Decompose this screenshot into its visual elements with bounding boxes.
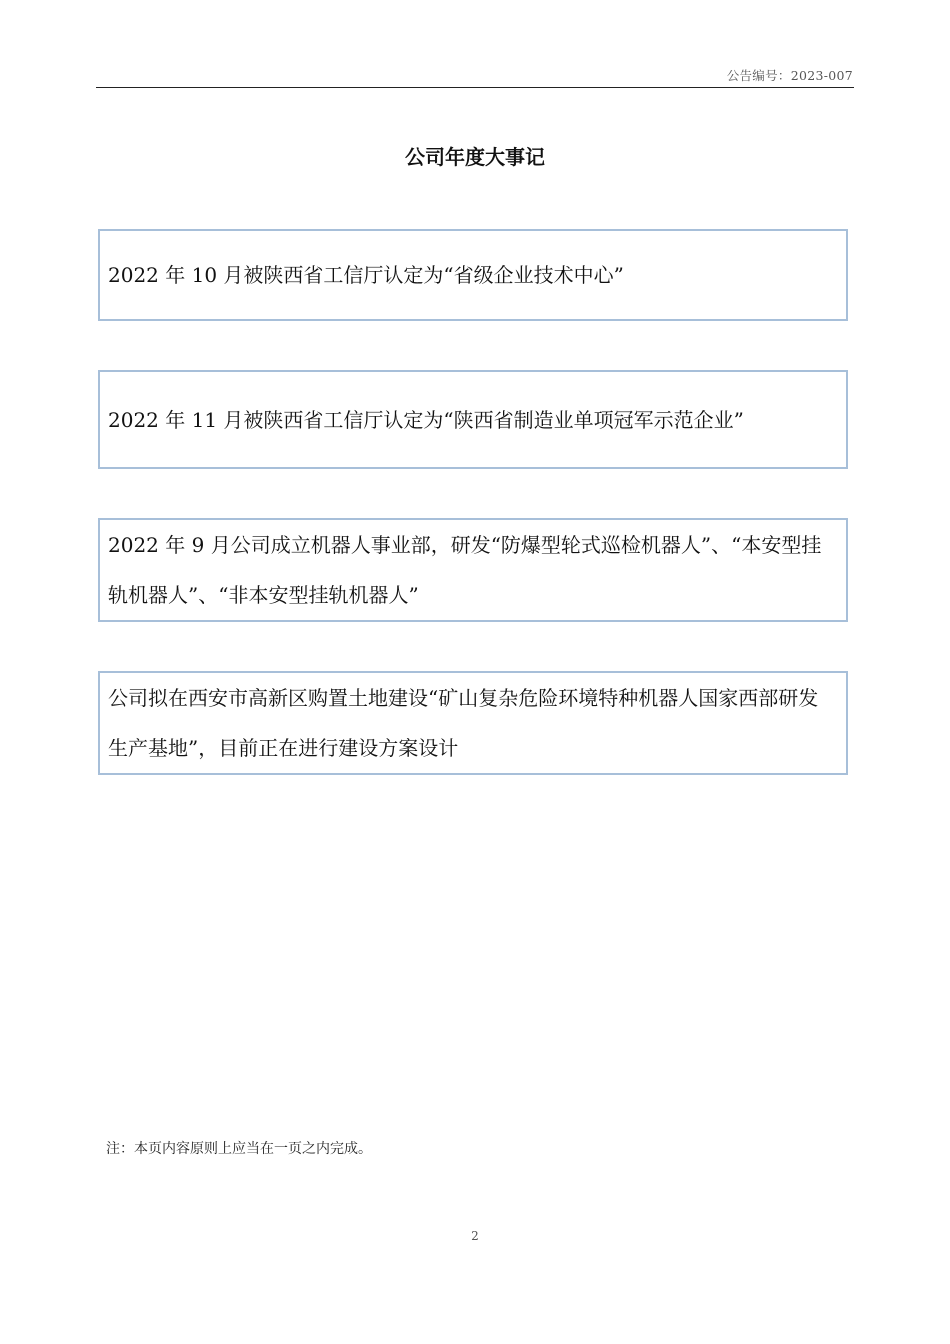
page-number: 2 <box>471 1229 479 1243</box>
event-text: 2022 年 11 月被陕西省工信厅认定为“陕西省制造业单项冠军示范企业” <box>108 407 744 432</box>
event-text: 2022 年 9 月公司成立机器人事业部，研发“防爆型轮式巡检机器人”、“本安型挂轨机器人”、“非本安型挂轨机器人” <box>108 533 822 607</box>
event-box <box>98 671 848 775</box>
event-box <box>98 229 848 321</box>
event-text: 2022 年 10 月被陕西省工信厅认定为“省级企业技术中心” <box>108 263 624 287</box>
header-rule <box>96 87 854 88</box>
header-announcement-number: 公告编号：2023-007 <box>726 68 853 83</box>
event-box <box>98 518 848 622</box>
page-title: 公司年度大事记 <box>405 145 545 169</box>
footnote: 注：本页内容原则上应当在一页之内完成。 <box>106 1141 372 1157</box>
event-text: 公司拟在西安市高新区购置土地建设“矿山复杂危险环境特种机器人国家西部研发生产基地”，目前正在进行建设方案设计 <box>108 686 819 760</box>
event-box <box>98 370 848 469</box>
